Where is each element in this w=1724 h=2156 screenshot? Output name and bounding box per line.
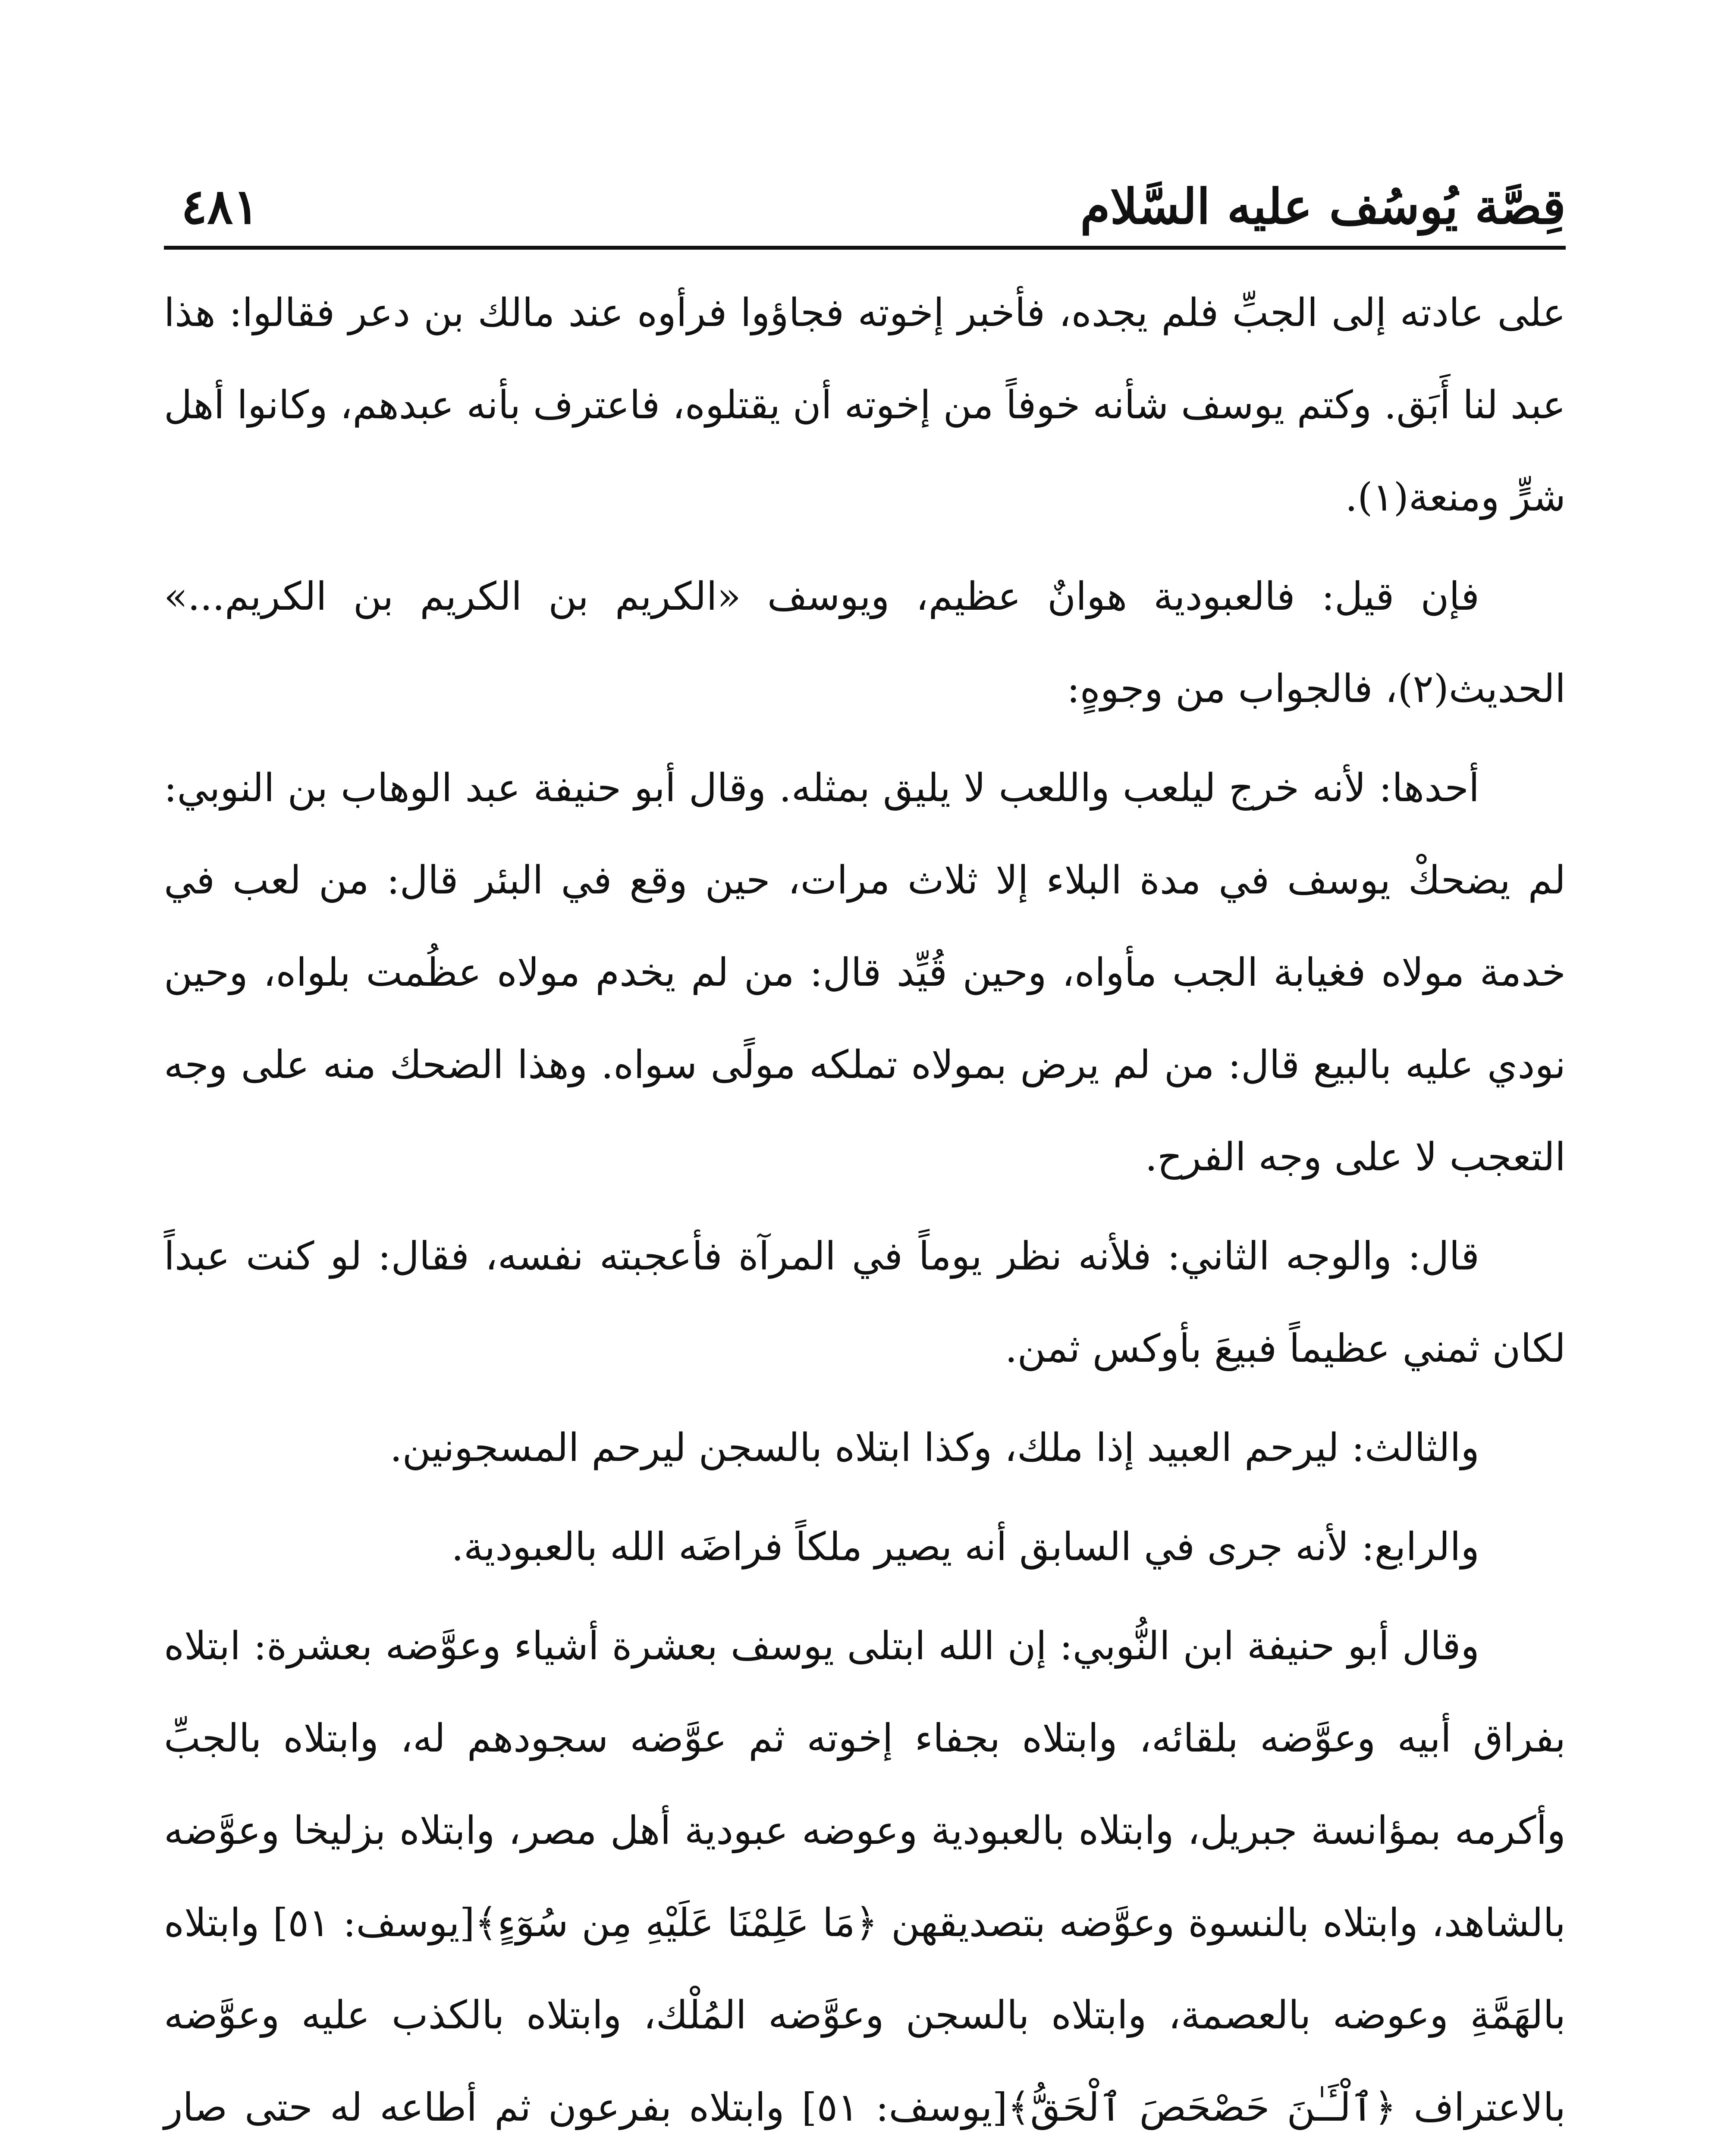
- running-head: [164, 138, 1566, 250]
- main-text: [164, 267, 1566, 2156]
- paragraph: فإن قيل: فالعبودية هوانٌ عظيم، ويوسف «الكريم بن الكريم بن الكريم...» الحديث(٢)، فالجواب من وجوهٍ:: [164, 574, 1566, 711]
- paragraph: والثالث: ليرحم العبيد إذا ملك، وكذا ابتلاه بالسجن ليرحم المسجونين.: [389, 1425, 1479, 1470]
- paragraph: وقال أبو حنيفة ابن النُّوبي: إن الله ابتلى يوسف بعشرة أشياء وعوَّضه بعشرة: ابتلاه بفراق أبيه وعوَّضه بلقائه، وابتلاه بجفاء إخوته ثم عوَّضه سجودهم له، وابتلاه بالجبِّ وأكرمه بمؤانسة جبريل، وابتلاه بالعبودية وعوضه عبودية أهل مصر، وابتلاه بزليخا وعوَّضه بالشاهد، وابتلاه بالنسوة وعوَّضه بتصديقهن ﴿مَا عَلِمْنَا عَلَيْهِ مِن سُوٓءٍ﴾[يوسف: ٥١] وابتلاه بالهَمَّةِ وعوضه بالعصمة، وابتلاه بالسجن وعوَّضه المُلْك، وابتلاه بالكذب عليه وعوَّضه بالاعتراف ﴿ٱلْـَٔـٰنَ حَصْحَصَ ٱلْحَقُّ﴾[يوسف: ٥١] وابتلاه بفرعون ثم أطاعه له حتى صار: [164, 1623, 1566, 2130]
- paragraph: قال: والوجه الثاني: فلأنه نظر يوماً في المرآة فأعجبته نفسه، فقال: لو كنت عبداً لكان ثمني عظيماً فبيعَ بأوكس ثمن.: [164, 1234, 1566, 1371]
- page-number: ٤٨١: [181, 179, 259, 235]
- paragraph: والرابع: لأنه جرى في السابق أنه يصير ملكاً فراضَه الله بالعبودية.: [451, 1524, 1479, 1570]
- book-page: [164, 138, 1566, 2156]
- paragraph: على عادته إلى الجبِّ فلم يجده، فأخبر إخوته فجاؤوا فرأوه عند مالك بن دعر فقالوا: هذا عبد لنا أَبَق. وكتم يوسف شأنه خوفاً من إخوته أن يقتلوه، فاعترف بأنه عبدهم، وكانوا أهل شرٍّ ومنعة(١).: [164, 290, 1566, 520]
- paragraph: أحدها: لأنه خرج ليلعب واللعب لا يليق بمثله. وقال أبو حنيفة عبد الوهاب بن النوبي: لم يضحكْ يوسف في مدة البلاء إلا ثلاث مرات، حين وقع في البئر قال: من لعب في خدمة مولاه فغيابة الجب مأواه، وحين قُيِّد قال: من لم يخدم مولاه عظُمت بلواه، وحين نودي عليه بالبيع قال: من لم يرض بمولاه تملكه مولًى سواه. وهذا الضحك منه على وجه التعجب لا على وجه الفرح.: [164, 765, 1566, 1180]
- chapter-title: قِصَّة يُوسُف عليه السَّلام: [1080, 179, 1566, 235]
